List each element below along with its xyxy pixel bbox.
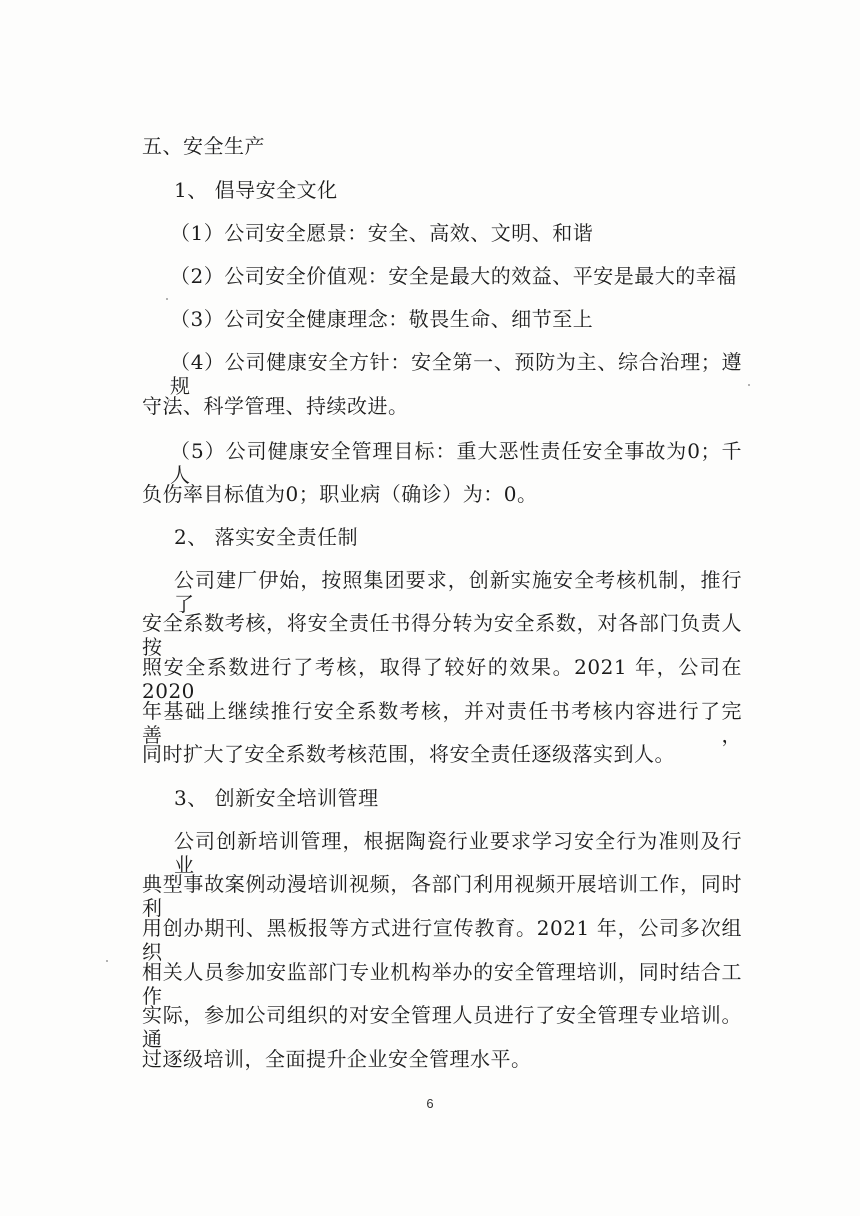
responsibility-paragraph-line-2: 安全系数考核，将安全责任书得分转为安全系数，对各部门负责人按 (142, 611, 742, 659)
scan-speck (106, 960, 108, 962)
responsibility-paragraph-line-1: 公司建厂伊始，按照集团要求，创新实施安全考核机制，推行了 (174, 568, 742, 616)
culture-item-5-cont: 负伤率目标值为0；职业病（确诊）为：0。 (142, 482, 538, 506)
responsibility-paragraph-line-3: 照安全系数进行了考核，取得了较好的效果。2021 年，公司在 2020 (142, 655, 742, 703)
training-paragraph-line-5: 实际，参加公司组织的对安全管理人员进行了安全管理专业培训。通 (142, 1003, 742, 1051)
scan-speck (166, 298, 168, 300)
training-paragraph-line-2: 典型事故案例动漫培训视频，各部门利用视频开展培训工作，同时利 (142, 872, 742, 920)
subsection-heading-2: 2、 落实安全责任制 (174, 525, 359, 549)
training-paragraph-line-3: 用创办期刊、黑板报等方式进行宣传教育。2021 年，公司多次组织 (142, 916, 742, 964)
subsection-heading-3: 3、 创新安全培训管理 (174, 786, 379, 810)
subsection-heading-1: 1、 倡导安全文化 (174, 178, 338, 202)
culture-item-5: （5）公司健康安全管理目标：重大恶性责任安全事故为0；千人 (170, 439, 742, 487)
culture-item-2: （2）公司安全价值观：安全是最大的效益、平安是最大的幸福 (170, 264, 737, 288)
scan-speck (748, 384, 750, 386)
training-paragraph-line-4: 相关人员参加安监部门专业机构举办的安全管理培训，同时结合工作 (142, 960, 742, 1008)
culture-item-4-cont: 守法、科学管理、持续改进。 (142, 394, 409, 418)
page-number: 6 (426, 1096, 434, 1111)
culture-item-1: （1）公司安全愿景：安全、高效、文明、和谐 (170, 221, 594, 245)
training-paragraph-line-1: 公司创新培训管理，根据陶瓷行业要求学习安全行为准则及行业 (174, 829, 742, 877)
training-paragraph-line-6: 过逐级培训，全面提升企业安全管理水平。 (142, 1047, 532, 1071)
section-title: 五、安全生产 (142, 134, 265, 158)
culture-item-4: （4）公司健康安全方针：安全第一、预防为主、综合治理；遵规 (170, 350, 742, 398)
culture-item-3: （3）公司安全健康理念：敬畏生命、细节至上 (170, 307, 594, 331)
responsibility-paragraph-line-4: 年基础上继续推行安全系数考核，并对责任书考核内容进行了完善， (142, 699, 742, 747)
responsibility-paragraph-line-5: 同时扩大了安全系数考核范围，将安全责任逐级落实到人。 (142, 742, 675, 766)
